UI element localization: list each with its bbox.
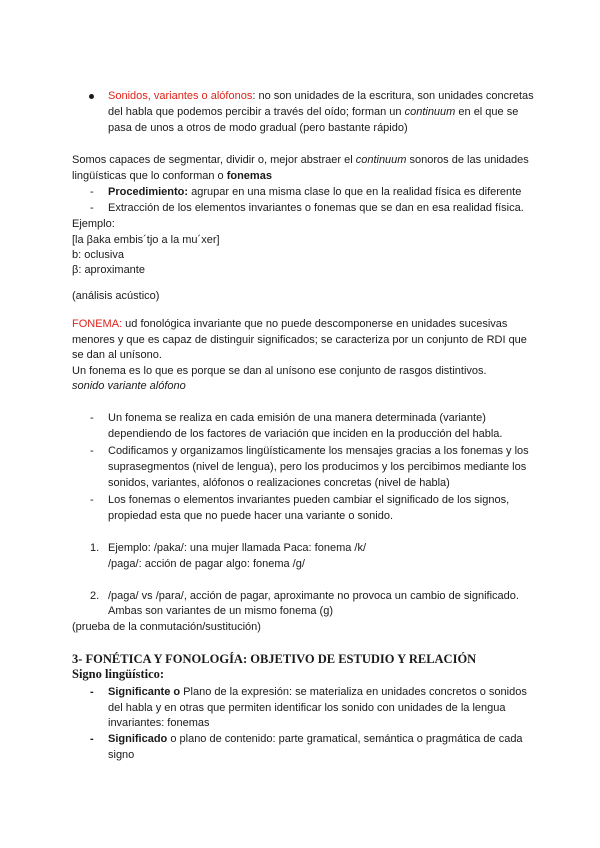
numbered-1-line-2: /paga/: acción de pagar algo: fonema /g/ bbox=[108, 558, 305, 570]
number-marker: 1. bbox=[90, 542, 100, 554]
text: ud fonológica invariante que no puede descomponerse en unidades sucesivas bbox=[122, 318, 508, 330]
text: del habla que podemos percibir a través del oído; forman un bbox=[108, 106, 405, 118]
significante-line-2: del habla y en otras que permiten identificar los sonido con unidades de la lengua bbox=[108, 702, 506, 714]
italic-term: continuum bbox=[404, 106, 456, 118]
bullet-sonidos-line-3: pasa de unos a otros de modo gradual (pero bastante rápido) bbox=[108, 122, 408, 134]
bold-term: Significado bbox=[108, 733, 168, 745]
para-segmentar-line-2 bbox=[72, 168, 272, 184]
text: o plano de contenido: parte gramatical, semántica o pragmática de cada bbox=[167, 733, 523, 745]
significante-line-3: invariantes: fonemas bbox=[108, 717, 210, 729]
dash2-item-2-line-3: sonidos, variantes, alófonos o realizaciones concretas (nivel de habla) bbox=[108, 477, 450, 489]
fonema-line-1 bbox=[72, 316, 507, 332]
fonema-line-5: sonido variante alófono bbox=[72, 380, 186, 392]
numbered-2-line-2: Ambas son variantes de un mismo fonema (g) bbox=[108, 605, 333, 617]
text: no son unidades de la escritura, son unidades concretas bbox=[255, 90, 534, 102]
ejemplo-transcription: [la βaka embis´tjo a la mu´xer] bbox=[72, 234, 220, 246]
text: agrupar en una misma clase lo que en la realidad física es diferente bbox=[188, 186, 522, 198]
section-3-heading: 3- FONÉTICA Y FONOLOGÍA: OBJETIVO DE ESTUDIO Y RELACIÓN bbox=[72, 652, 477, 666]
dash2-item-2-line-2: suprasegmentos (nivel de lengua), pero los producimos y los percibimos mediante los bbox=[108, 461, 527, 473]
ejemplo-beta-line: β: aproximante bbox=[72, 264, 145, 276]
number-marker: 2. bbox=[90, 590, 100, 602]
term-fonema: FONEMA bbox=[72, 318, 120, 330]
dash2-item-1-line-1: Un fonema se realiza en cada emisión de una manera determinada (variante) bbox=[108, 412, 486, 424]
bullet-dot bbox=[89, 94, 94, 99]
numbered-2-line-1: /paga/ vs /para/, acción de pagar, aproximante no provoca un cambio de significado. bbox=[108, 590, 519, 602]
text: Somos capaces de segmentar, dividir o, mejor abstraer el bbox=[72, 154, 356, 166]
dash-marker: - bbox=[90, 445, 94, 457]
dash2-item-3-line-1: Los fonemas o elementos invariantes pueden cambiar el significado de los signos, bbox=[108, 494, 510, 506]
dash-marker: - bbox=[90, 202, 94, 214]
colon: : bbox=[119, 318, 123, 330]
colon: : bbox=[252, 90, 256, 102]
significante-line-1 bbox=[108, 684, 527, 700]
dash2-item-2-line-1: Codificamos y organizamos lingüísticamente los mensajes gracias a los fonemas y los bbox=[108, 445, 529, 457]
dash2-item-3-line-2: propiedad esta que no puede hacer una variante o sonido. bbox=[108, 510, 393, 522]
ejemplo-analysis: (análisis acústico) bbox=[72, 290, 160, 302]
bold-term: fonemas bbox=[226, 170, 272, 182]
bullet-sonidos-line-2 bbox=[108, 104, 518, 120]
prueba-line: (prueba de la conmutación/sustitución) bbox=[72, 621, 261, 633]
ejemplo-title: Ejemplo: bbox=[72, 218, 115, 230]
significado-line-2: signo bbox=[108, 749, 135, 761]
text: sonoros de las unidades bbox=[406, 154, 529, 166]
fonema-line-2: menores y que es capaz de distinguir significados; se caracteriza por un conjunto de RDI que bbox=[72, 334, 527, 346]
text: en el que se bbox=[455, 106, 519, 118]
text: Plano de la expresión: se materializa en unidades concretos o sonidos bbox=[180, 686, 527, 698]
italic-term: continuum bbox=[355, 154, 407, 166]
dash-marker: - bbox=[90, 686, 94, 698]
para-segmentar-line-1 bbox=[72, 152, 529, 168]
section-3-subheading: Signo lingüístico: bbox=[72, 667, 165, 681]
dash-marker: - bbox=[90, 186, 94, 198]
numbered-1-line-1: Ejemplo: /paka/: una mujer llamada Paca: fonema /k/ bbox=[108, 542, 367, 554]
dash2-item-1-line-2: dependiendo de los factores de variación que inciden en la producción del habla. bbox=[108, 428, 503, 440]
dash-marker: - bbox=[90, 733, 94, 745]
bullet-sonidos-line-1 bbox=[108, 88, 534, 104]
fonema-line-4: Un fonema es lo que es porque se dan al unísono ese conjunto de rasgos distintivos. bbox=[72, 365, 487, 377]
dash-marker: - bbox=[90, 412, 94, 424]
term-sonidos: Sonidos, variantes o alófonos bbox=[108, 90, 253, 102]
bold-term: Procedimiento: bbox=[108, 186, 189, 198]
significado-line-1 bbox=[108, 731, 523, 747]
text: lingüísticas que lo conforman o bbox=[72, 170, 227, 182]
dash-marker: - bbox=[90, 494, 94, 506]
dash-item-procedimiento bbox=[108, 184, 521, 200]
ejemplo-b-line: b: oclusiva bbox=[72, 249, 124, 261]
dash-item-extraccion: Extracción de los elementos invariantes o fonemas que se dan en esa realidad física. bbox=[108, 202, 524, 214]
bold-term: Significante o bbox=[108, 686, 181, 698]
fonema-line-3: se dan al unísono. bbox=[72, 349, 162, 361]
